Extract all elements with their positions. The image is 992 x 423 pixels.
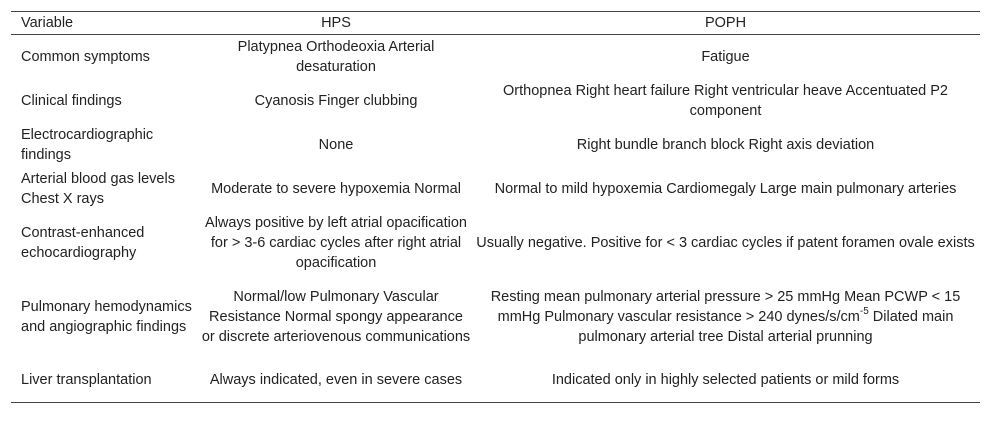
cell-poph: Usually negative. Positive for < 3 cardiac cycles if patent foramen ovale exists — [476, 234, 975, 251]
cell-variable: Pulmonary hemodynamics and angiographic findings — [21, 298, 192, 335]
cell-hps: None — [318, 136, 354, 153]
cell-variable: Clinical findings — [21, 92, 122, 109]
comparison-table-container — [11, 11, 980, 403]
table-header-row — [11, 12, 980, 35]
header-variable: Variable — [21, 15, 74, 31]
cell-hps: Normal/low Pulmonary Vascular Resistance Normal spongy appearance or discrete arteriovenous communications — [201, 288, 471, 345]
cell-hps: Always indicated, even in severe cases — [209, 372, 463, 389]
cell-hps: Moderate to severe hypoxemia Normal — [211, 180, 461, 197]
cell-hps: Platypnea Orthodeoxia Arterial desaturation — [237, 38, 435, 75]
cell-poph: Right bundle branch block Right axis deviation — [576, 136, 875, 153]
cell-poph: Normal to mild hypoxemia Cardiomegaly Large main pulmonary arteries — [494, 180, 957, 197]
cell-poph — [471, 275, 980, 359]
table-row-echocardiography — [11, 211, 980, 275]
header-poph: POPH — [704, 15, 747, 31]
cell-variable: Electrocardiographic findings — [21, 126, 154, 163]
table-row-blood-gas — [11, 167, 980, 211]
cell-variable: Liver transplantation — [21, 372, 152, 389]
cell-hps: Cyanosis Finger clubbing — [254, 92, 418, 109]
cell-variable: Common symptoms — [21, 48, 150, 65]
table-row-liver-transplantation — [11, 359, 980, 403]
table-row-hemodynamics — [11, 275, 980, 359]
table-row-electrocardiographic — [11, 123, 980, 167]
comparison-table — [11, 11, 980, 403]
cell-variable: Arterial blood gas levels Chest X rays — [21, 170, 175, 207]
superscript-exponent: -5 — [859, 305, 869, 317]
cell-variable: Contrast-enhanced echocardiography — [21, 224, 145, 261]
cell-hps: Always positive by left atrial opacification for > 3-6 cardiac cycles after right atrial opacification — [205, 214, 467, 271]
table-row-common-symptoms — [11, 35, 980, 79]
cell-poph: Indicated only in highly selected patients or mild forms — [551, 372, 900, 389]
header-hps: HPS — [321, 15, 351, 31]
cell-poph: Orthopnea Right heart failure Right ventricular heave Accentuated P2 component — [503, 82, 948, 119]
cell-poph: Fatigue — [701, 48, 750, 65]
cell-poph-text: Resting mean pulmonary arterial pressure > 25 mmHg Mean PCWP < 15 mmHg Pulmonary vascular resistance > 240 dynes/s/cm — [490, 288, 961, 325]
table-row-clinical-findings — [11, 79, 980, 123]
cell-poph-text-cont: Dilated main pulmonary arterial tree Distal arterial prunning — [578, 308, 954, 345]
